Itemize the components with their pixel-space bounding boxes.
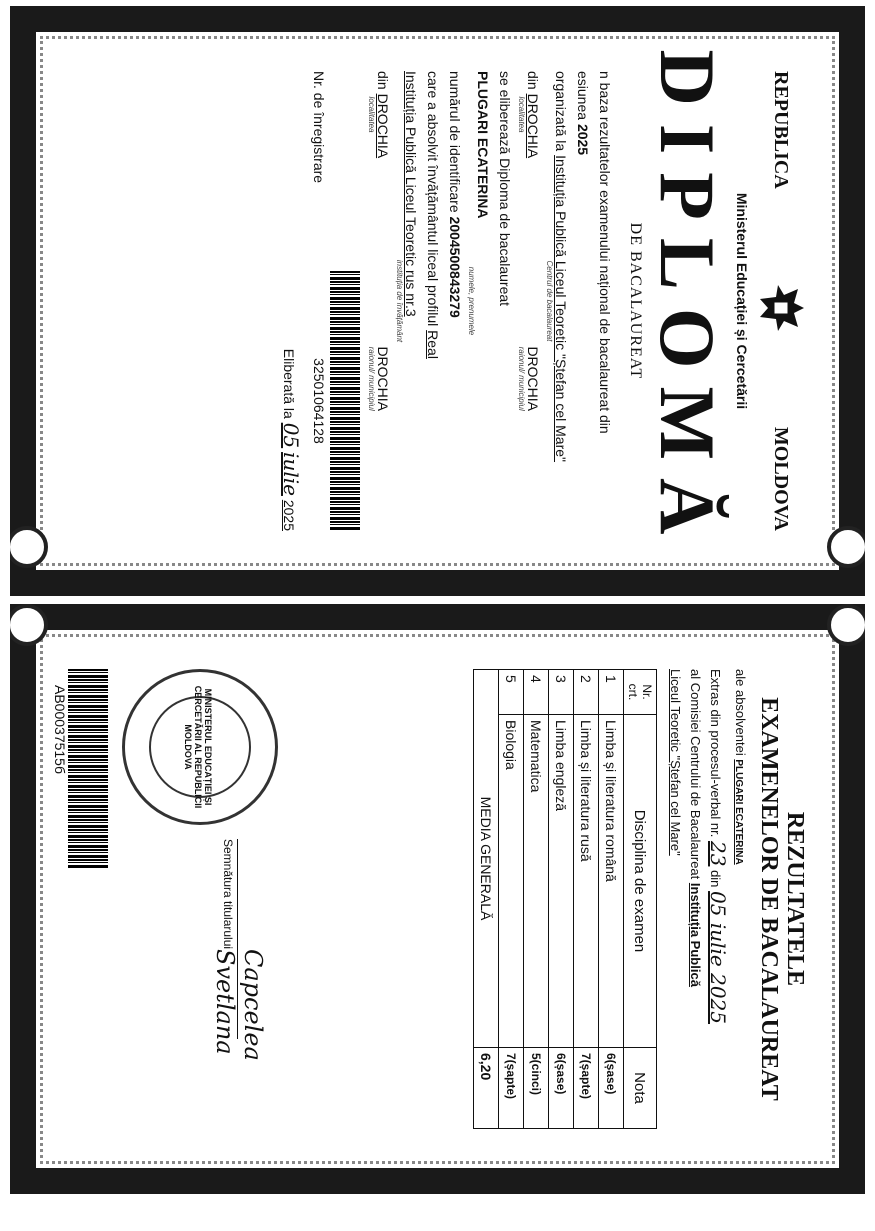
- col-grade: Nota: [623, 1048, 656, 1129]
- diploma-header: [754, 31, 838, 571]
- school-value: Instituția Publică Liceul Teoretic rus nr.3: [402, 71, 419, 317]
- registration-line: [308, 71, 360, 531]
- graduate-name: PLUGARI ECATERINA: [732, 759, 744, 865]
- intro-line: n baza rezultatelor examenului național de bacalaureat din: [596, 71, 613, 434]
- table-row: 2 Limba și literatura rusă 7(șapte): [573, 670, 598, 1129]
- commission-institution: Instituția Publică: [687, 882, 703, 987]
- serial-block: [52, 669, 108, 869]
- school-locality-line: din DROCHIA localitatea DROCHIA raionul/ municipiul: [366, 71, 391, 411]
- commission-school: Liceul Teoretic "Ștefan cel Mare": [667, 669, 683, 856]
- organizer-caption: Centrul de bacalaureat: [544, 260, 554, 342]
- school-locality-value: DROCHIA: [374, 93, 391, 159]
- name-caption: numele, prenumele: [466, 266, 476, 336]
- table-row: 1 Limba și literatura română 6(șase): [598, 670, 623, 1129]
- school-caption: instituția de învățământ: [394, 259, 404, 343]
- diploma-content: [38, 31, 838, 571]
- results-content: [38, 629, 838, 1169]
- grades-table: [473, 669, 657, 1129]
- locality-caption: localitatea: [516, 96, 526, 133]
- table-header: [623, 670, 656, 1129]
- average-row: [473, 670, 498, 1129]
- serial-barcode: [68, 669, 108, 869]
- results-page: [10, 604, 865, 1194]
- session-line: esiunea 2025: [574, 71, 591, 156]
- locality-value: DROCHIA: [524, 93, 541, 159]
- school-line: [394, 71, 422, 531]
- average-value: 6,20: [473, 1048, 498, 1129]
- organizer-line: organizată la Instituția Publică Liceul Teoretic "Ștefan cel Mare" Centrul de bacalaureat: [544, 71, 572, 531]
- idnp-value: 2004500843279: [446, 216, 463, 318]
- table-row: 3 Limba engleză 6(șase): [548, 670, 573, 1129]
- diploma-body: [278, 31, 626, 571]
- seal-text: MINISTERUL EDUCAȚIEI ȘI CERCETĂRII AL REPUBLICII MOLDOVA: [182, 685, 213, 809]
- session-year: 2025: [574, 123, 591, 156]
- student-line: [466, 71, 494, 531]
- country-left: REPUBLICA: [770, 71, 792, 189]
- average-label: MEDIA GENERALĂ: [473, 670, 498, 1048]
- commission-line: al Comisiei Centrului de Bacalaureat Instituția Publică: [687, 669, 703, 987]
- profile-line: care a absolvit învățământul liceal profilul Real: [424, 71, 441, 359]
- school-district-caption: raionul/ municipiul: [366, 346, 376, 411]
- signature-block: [210, 839, 267, 1169]
- signatory-name: Capcelea Svetlana: [210, 949, 267, 1061]
- district-caption: raionul/ municipiul: [516, 346, 526, 411]
- registration-label: Nr. de înregistrare: [310, 71, 327, 184]
- student-name: PLUGARI ECATERINA: [474, 71, 491, 219]
- issued-day: 05: [278, 422, 303, 449]
- diploma-title: DIPLOMĂ: [643, 49, 731, 553]
- registration-number: 32501064128: [310, 358, 327, 444]
- district-value: DROCHIA: [524, 346, 541, 411]
- signature-label: Semnătura titularului: [221, 839, 238, 1039]
- country-right: MOLDOVA: [770, 426, 792, 531]
- ministry-name: Ministerul Educației și Cercetării: [733, 192, 750, 410]
- results-title: REZULTATELE EXAMENELOR DE BACALAUREAT: [755, 697, 808, 1101]
- issued-year: 2025: [280, 499, 297, 531]
- diploma-page: [10, 6, 865, 596]
- col-subject: Disciplina de examen: [623, 715, 656, 1048]
- table-row: 5 Biologia 7(șapte): [498, 670, 523, 1129]
- coat-of-arms-icon: [754, 281, 808, 335]
- serial-number: AB00037515б: [51, 685, 68, 774]
- protocol-line: Extras din procesul-verbal nr. 23 din 05 iulie 2025: [705, 669, 730, 1025]
- issued-month: iulie: [278, 452, 303, 496]
- profile-value: Real: [424, 330, 441, 359]
- protocol-number: 23: [705, 840, 730, 867]
- graduate-line: ale absolventei PLUGARI ECATERINA: [732, 669, 748, 865]
- results-info: [665, 629, 756, 1169]
- col-nr: Nr. crt.: [623, 670, 656, 715]
- locality-line: din DROCHIA localitatea DROCHIA raionul/ municipiul: [516, 71, 541, 411]
- school-district-value: DROCHIA: [374, 346, 391, 411]
- school-locality-caption: localitatea: [366, 96, 376, 133]
- idnp-line: numărul de identificare 2004500843279: [446, 71, 463, 318]
- issued-line: Eliberată la 05 iulie 2025: [278, 348, 303, 531]
- organizer-value: Instituția Publică Liceul Teoretic "Ștefan cel Mare": [552, 155, 569, 463]
- protocol-date: 05 iulie 2025: [705, 891, 730, 1025]
- diploma-subtitle: DE BACALAUREAT: [626, 222, 644, 380]
- official-seal: [122, 669, 278, 825]
- table-row: 4 Matematica 5(cinci): [523, 670, 548, 1129]
- issue-statement: se eliberează Diploma de bacalaureat: [496, 71, 513, 307]
- registration-barcode: [330, 271, 360, 531]
